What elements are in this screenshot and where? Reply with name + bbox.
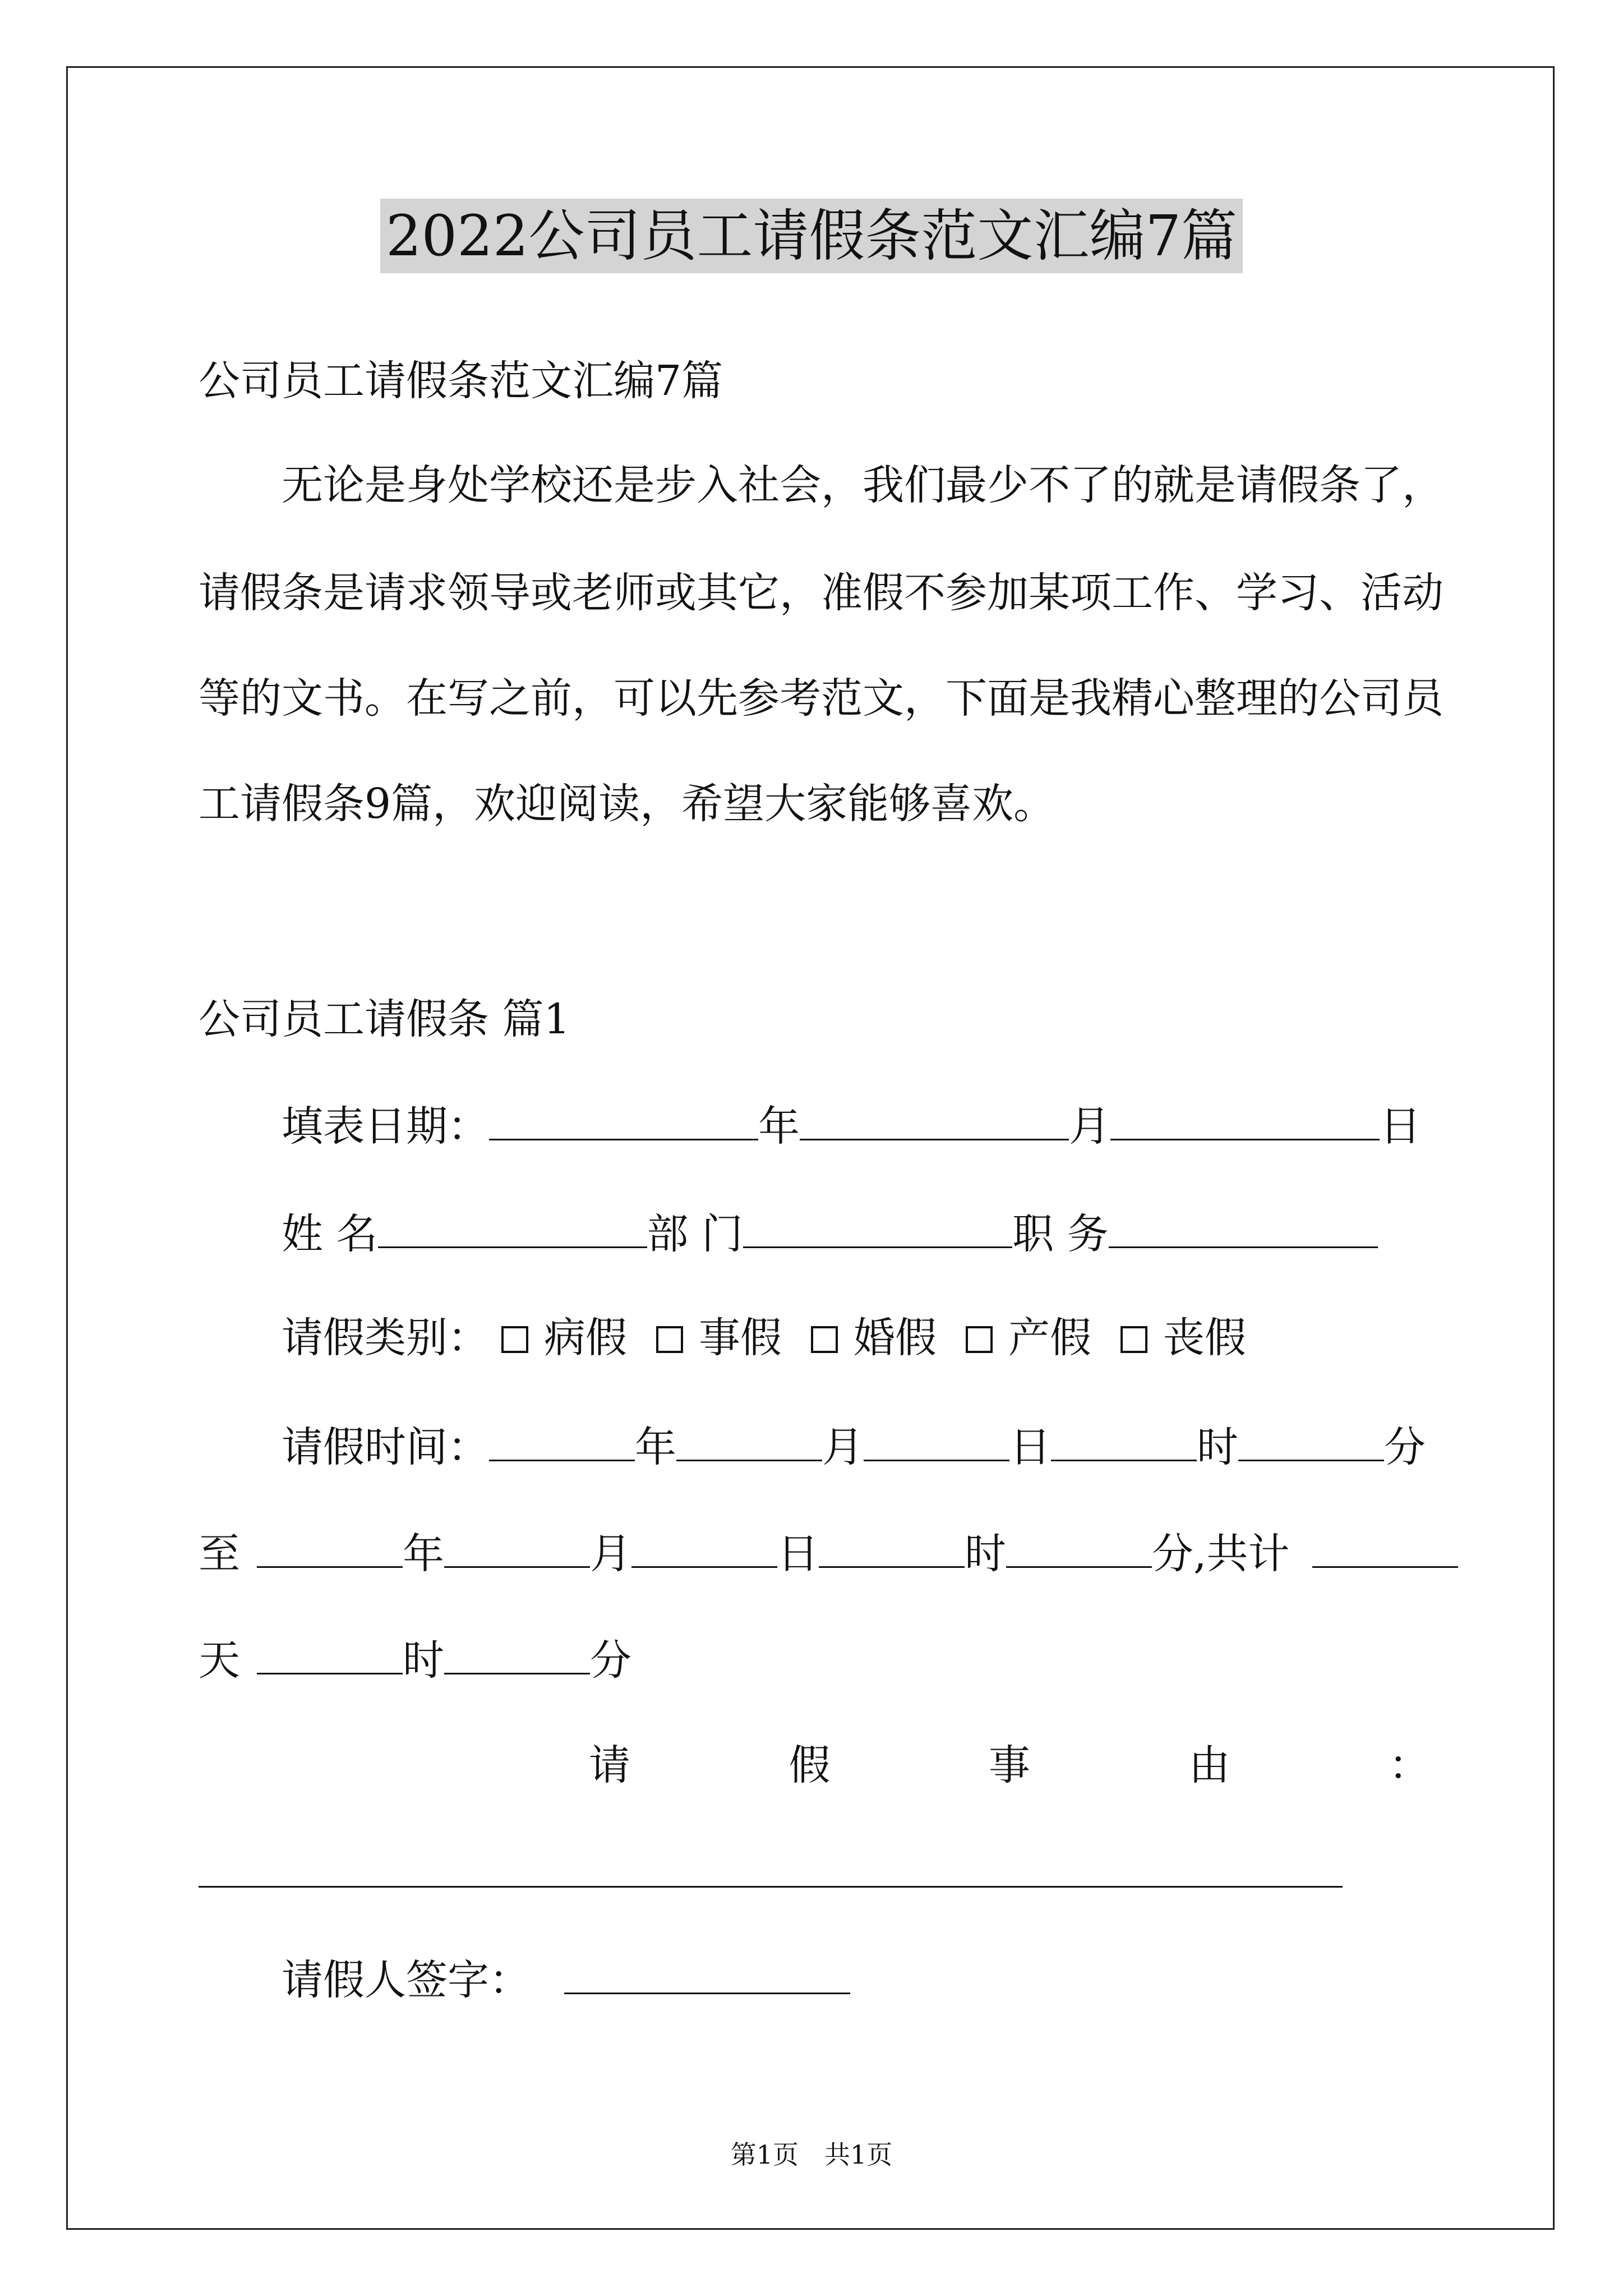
- start-month-blank[interactable]: [676, 1425, 822, 1461]
- reason-char-4: 由: [1188, 1741, 1230, 1789]
- start-hour-blank[interactable]: [1051, 1425, 1197, 1461]
- total-hours-label: 时: [403, 1636, 444, 1685]
- signature-label: 请假人签字：: [282, 1956, 531, 2004]
- reason-char-5: ：: [1389, 1741, 1430, 1789]
- end-year-blank[interactable]: [257, 1531, 403, 1568]
- end-day-label: 日: [777, 1530, 819, 1578]
- intro-line-2: 请假条是请求领导或老师或其它，准假不参加某项工作、学习、活动: [199, 569, 1444, 617]
- start-day-blank[interactable]: [864, 1425, 1009, 1461]
- reason-char-1: 请: [589, 1741, 630, 1789]
- dept-blank[interactable]: [743, 1212, 1012, 1248]
- reason-char-3: 事: [989, 1741, 1030, 1789]
- intro-line-4: 工请假条9篇，欢迎阅读，希望大家能够喜欢。: [199, 780, 1055, 828]
- option-sick: 病假: [544, 1314, 627, 1362]
- position-label: 职 务: [1012, 1210, 1109, 1258]
- page-footer: 第1页 共1页: [730, 2139, 893, 2170]
- leave-end-row: [199, 1530, 1458, 1578]
- option-marriage: 婚假: [854, 1314, 937, 1362]
- start-month-label: 月: [822, 1423, 864, 1471]
- end-day-blank[interactable]: [631, 1531, 777, 1568]
- total-days-blank[interactable]: [1312, 1531, 1458, 1568]
- leave-type-row: [282, 1314, 1246, 1362]
- start-year-blank[interactable]: [489, 1425, 635, 1461]
- end-hour-blank[interactable]: [819, 1531, 965, 1568]
- signature-blank[interactable]: [564, 1958, 850, 1994]
- subtitle: 公司员工请假条范文汇编7篇: [199, 357, 723, 405]
- leave-time-label: 请假时间：: [282, 1423, 489, 1471]
- reason-line[interactable]: [199, 1886, 1343, 1888]
- option-personal: 事假: [699, 1314, 782, 1362]
- dept-label: 部 门: [647, 1210, 744, 1258]
- start-minute-blank[interactable]: [1238, 1425, 1384, 1461]
- leave-type-label: 请假类别：: [282, 1314, 489, 1362]
- start-day-label: 日: [1009, 1423, 1051, 1471]
- option-bereavement: 丧假: [1163, 1314, 1246, 1362]
- fill-date-label: 填表日期：: [282, 1102, 489, 1151]
- day-label: 日: [1380, 1102, 1421, 1151]
- total-minutes-blank[interactable]: [444, 1638, 590, 1674]
- end-minute-blank[interactable]: [1006, 1531, 1152, 1568]
- checkbox-marriage[interactable]: [811, 1326, 838, 1353]
- signature-row: [282, 1956, 850, 2004]
- fill-year-blank[interactable]: [489, 1104, 758, 1140]
- reason-label-row: [589, 1741, 1430, 1789]
- end-hour-label: 时: [965, 1530, 1006, 1578]
- start-hour-label: 时: [1197, 1423, 1238, 1471]
- position-blank[interactable]: [1109, 1212, 1378, 1248]
- year-label: 年: [758, 1102, 800, 1151]
- checkbox-bereavement[interactable]: [1121, 1326, 1147, 1353]
- fill-day-blank[interactable]: [1110, 1104, 1380, 1140]
- total-label: 分,共计: [1152, 1530, 1290, 1578]
- start-year-label: 年: [635, 1423, 676, 1471]
- reason-char-2: 假: [789, 1741, 831, 1789]
- name-blank[interactable]: [378, 1212, 647, 1248]
- checkbox-maternity[interactable]: [966, 1326, 993, 1353]
- total-duration-row: [199, 1636, 631, 1685]
- month-label: 月: [1069, 1102, 1110, 1151]
- option-maternity: 产假: [1008, 1314, 1091, 1362]
- total-minutes-label: 分: [590, 1636, 631, 1685]
- intro-line-3: 等的文书。在写之前，可以先参考范文，下面是我精心整理的公司员: [199, 674, 1444, 723]
- checkbox-sick[interactable]: [501, 1326, 528, 1353]
- end-month-blank[interactable]: [444, 1531, 590, 1568]
- title-text: 2022公司员工请假条范文汇编7篇: [380, 199, 1243, 273]
- end-month-label: 月: [590, 1530, 631, 1578]
- start-minute-label: 分: [1384, 1423, 1426, 1471]
- leave-time-row: [282, 1423, 1426, 1471]
- name-dept-position-row: [282, 1210, 1378, 1258]
- total-hours-blank[interactable]: [257, 1638, 403, 1674]
- fill-date-row: [282, 1102, 1421, 1151]
- name-label: 姓 名: [282, 1210, 378, 1258]
- intro-line-1: 无论是身处学校还是步入社会，我们最少不了的就是请假条了，: [282, 461, 1444, 509]
- to-label: 至: [199, 1530, 240, 1578]
- end-year-label: 年: [403, 1530, 444, 1578]
- section-heading: 公司员工请假条 篇1: [199, 995, 570, 1043]
- checkbox-personal[interactable]: [656, 1326, 683, 1353]
- fill-month-blank[interactable]: [800, 1104, 1069, 1140]
- days-label: 天: [199, 1636, 240, 1685]
- document-title: [0, 201, 1623, 271]
